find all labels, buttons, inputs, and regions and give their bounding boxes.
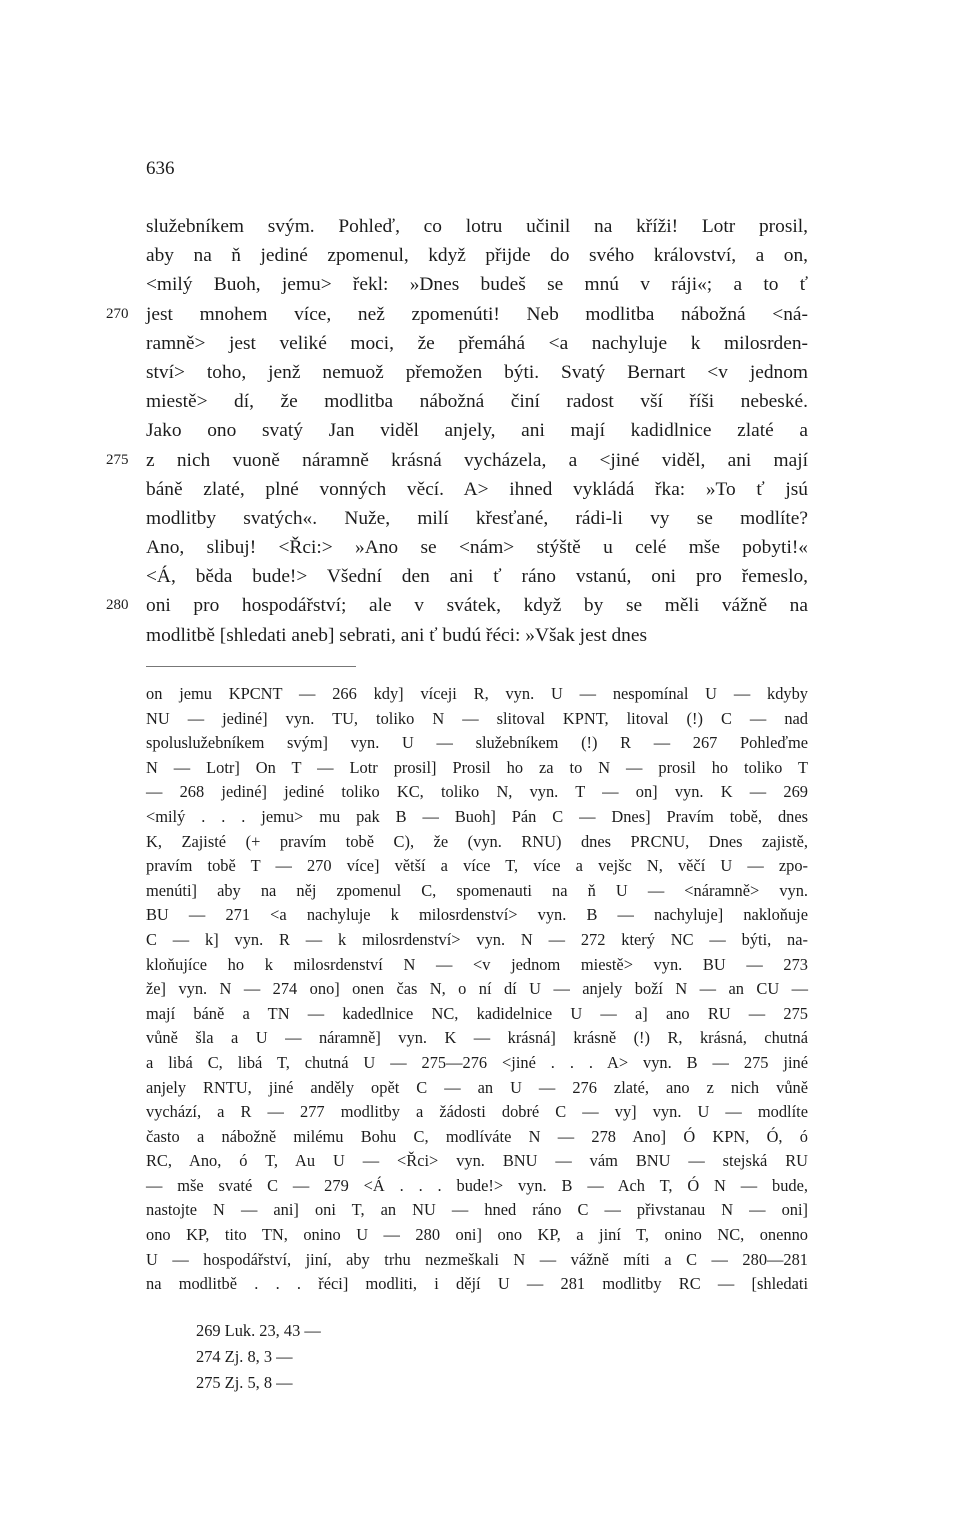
line-text: z nich vuoně náramně krásná vycházela, a <jiné viděl, ani mají [146,449,808,471]
apparatus-line: anjely RNTU, jiné anděly opět C — an U — 276 zlaté, ano z nich vůně [146,1077,808,1097]
line-text: jest mnohem více, než zpomenúti! Neb modlitba nábožná <ná- [146,303,808,325]
critical-apparatus [146,682,808,1297]
text-line [146,241,808,270]
line-text: ství> toho, jenž nemuož přemožen býti. Svatý Bernart <v jednom [146,361,808,383]
line-text: <milý Buoh, jemu> řekl: »Dnes budeš se mnú v ráji«; a to ť [146,274,808,296]
apparatus-line: — mše svaté C — 279 <Á . . . bude!> vyn. B — Ach T, Ó N — bude, [146,1175,808,1195]
line-text: modlitbě [shledati aneb] sebrati, ani ť budú řéci: »Však jest dnes [146,624,647,646]
line-text: modlitby svatých«. Nuže, milí křesťané, rádi-li vy se modlíte? [146,507,808,529]
text-line [106,300,808,329]
reference-line: 275 Zj. 5, 8 — [196,1373,293,1392]
apparatus-line: spoluslužebníkem svým] vyn. U — služebníkem (!) R — 267 Pohleďme [146,733,808,753]
apparatus-line: a libá C, libá T, chutná U — 275—276 <jiné . . . A> vyn. B — 275 jiné [146,1052,808,1072]
text-line [146,387,808,416]
apparatus-line: C — k] vyn. R — k milosrdenství> vyn. N — 272 který NC — býti, na- [146,929,808,949]
apparatus-line: on jemu KPCNT — 266 kdy] víceji R, vyn. U — nespomínal U — kdyby [146,684,808,703]
reference-line: 269 Luk. 23, 43 — [196,1321,321,1340]
separator-rule [146,666,356,667]
text-line [146,416,808,445]
apparatus-line: K, Zajisté (+ pravím tobě C), že (vyn. RNU) dnes PRCNU, Dnes zajistě, [146,831,808,851]
text-line [146,504,808,533]
line-text: aby na ň jediné zpomenul, když přijde do svého království, a on, [146,245,808,267]
apparatus-line: <milý . . . jemu> mu pak B — Buoh] Pán C — Dnes] Pravím tobě, dnes [146,806,808,826]
apparatus-line: mají báně a TN — kadedlnice NC, kadidelnice U — a] ano RU — 275 [146,1003,808,1023]
main-text [106,212,808,650]
text-line [146,621,808,650]
apparatus-line: často a nábožně milému Bohu C, modlíváte N — 278 Ano] Ó KPN, Ó, ó [146,1126,808,1146]
apparatus-line: že] vyn. N — 274 ono] onen čas N, o ní dí U — anjely boží N — an CU — [146,979,808,999]
text-line [106,591,808,620]
text-line [146,329,808,358]
line-number: 270 [106,305,129,322]
text-line [106,446,808,475]
scripture-references [196,1318,321,1396]
apparatus-line: vychází, a R — 277 modlitby a žádosti dobré C — vy] vyn. U — modlíte [146,1102,808,1122]
text-line [146,212,808,241]
apparatus-line: — 268 jediné] jediné toliko KC, toliko N, vyn. T — on] vyn. K — 269 [146,782,808,802]
apparatus-line: ono KP, tito TN, onino U — 280 oni] ono KP, a jiní T, onino NC, onenno [146,1225,808,1245]
text-line [146,270,808,299]
apparatus-line: na modlitbě . . . řéci] modliti, i dějí U — 281 modlitby RC — [shledati [146,1274,808,1294]
apparatus-line: pravím tobě T — 270 více] větší a více T, více a vejšc N, věčí U — zpo- [146,856,808,876]
apparatus-line: vůně šla a U — náramně] vyn. K — krásná] krásně (!) R, krásná, chutná [146,1028,808,1048]
text-line [146,475,808,504]
apparatus-line: nastojte N — ani] oni T, an NU — hned ráno C — přivstanau N — oni] [146,1200,808,1220]
apparatus-line: RC, Ano, ó T, Au U — <Řci> vyn. BNU — vám BNU — stejská RU [146,1151,808,1171]
line-text: <Á, běda bude!> Všední den ani ť ráno vstanú, oni pro řemeslo, [146,566,808,588]
page-number: 636 [146,158,175,179]
line-text: báně zlaté, plné vonných věcí. A> ihned vykládá řka: »To ť jsú [146,478,808,500]
line-text: miestě> dí, že modlitba nábožná činí radost vší říši nebeské. [146,391,808,413]
reference-line: 274 Zj. 8, 3 — [196,1347,293,1366]
line-number: 275 [106,451,129,468]
line-text: oni pro hospodářství; ale v svátek, když by se měli vážně na [146,595,808,617]
apparatus-line: N — Lotr] On T — Lotr prosil] Prosil ho za to N — prosil ho toliko T [146,757,808,777]
line-text: ramně> jest veliké moci, že přemáhá <a nachyluje k milosrden- [146,332,808,354]
apparatus-line: NU — jediné] vyn. TU, toliko N — slitoval KPNT, litoval (!) C — nad [146,708,808,728]
line-text: služebníkem svým. Pohleď, co lotru učinil na kříži! Lotr prosil, [146,216,808,237]
text-line [146,533,808,562]
apparatus-line: BU — 271 <a nachyluje k milosrdenství> vyn. B — nachyluje] nakloňuje [146,905,808,925]
text-line [146,358,808,387]
text-line [146,562,808,591]
line-text: Jako ono svatý Jan viděl anjely, ani mají kadidlnice zlaté a [146,420,808,442]
apparatus-line: U — hospodářství, jiní, aby trhu nezmeškali N — vážně míti a C — 280—281 [146,1249,808,1269]
line-number: 280 [106,597,129,614]
apparatus-line: kloňujíce ho k milosrdenství N — <v jednom miestě> vyn. BU — 273 [146,954,808,974]
apparatus-line: menúti] aby na něj zpomenul C, spomenauti na ň U — <náramně> vyn. [146,880,808,900]
line-text: Ano, slibuj! <Řci:> »Ano se <nám> stýště u celé mše pobyti!« [146,537,808,559]
